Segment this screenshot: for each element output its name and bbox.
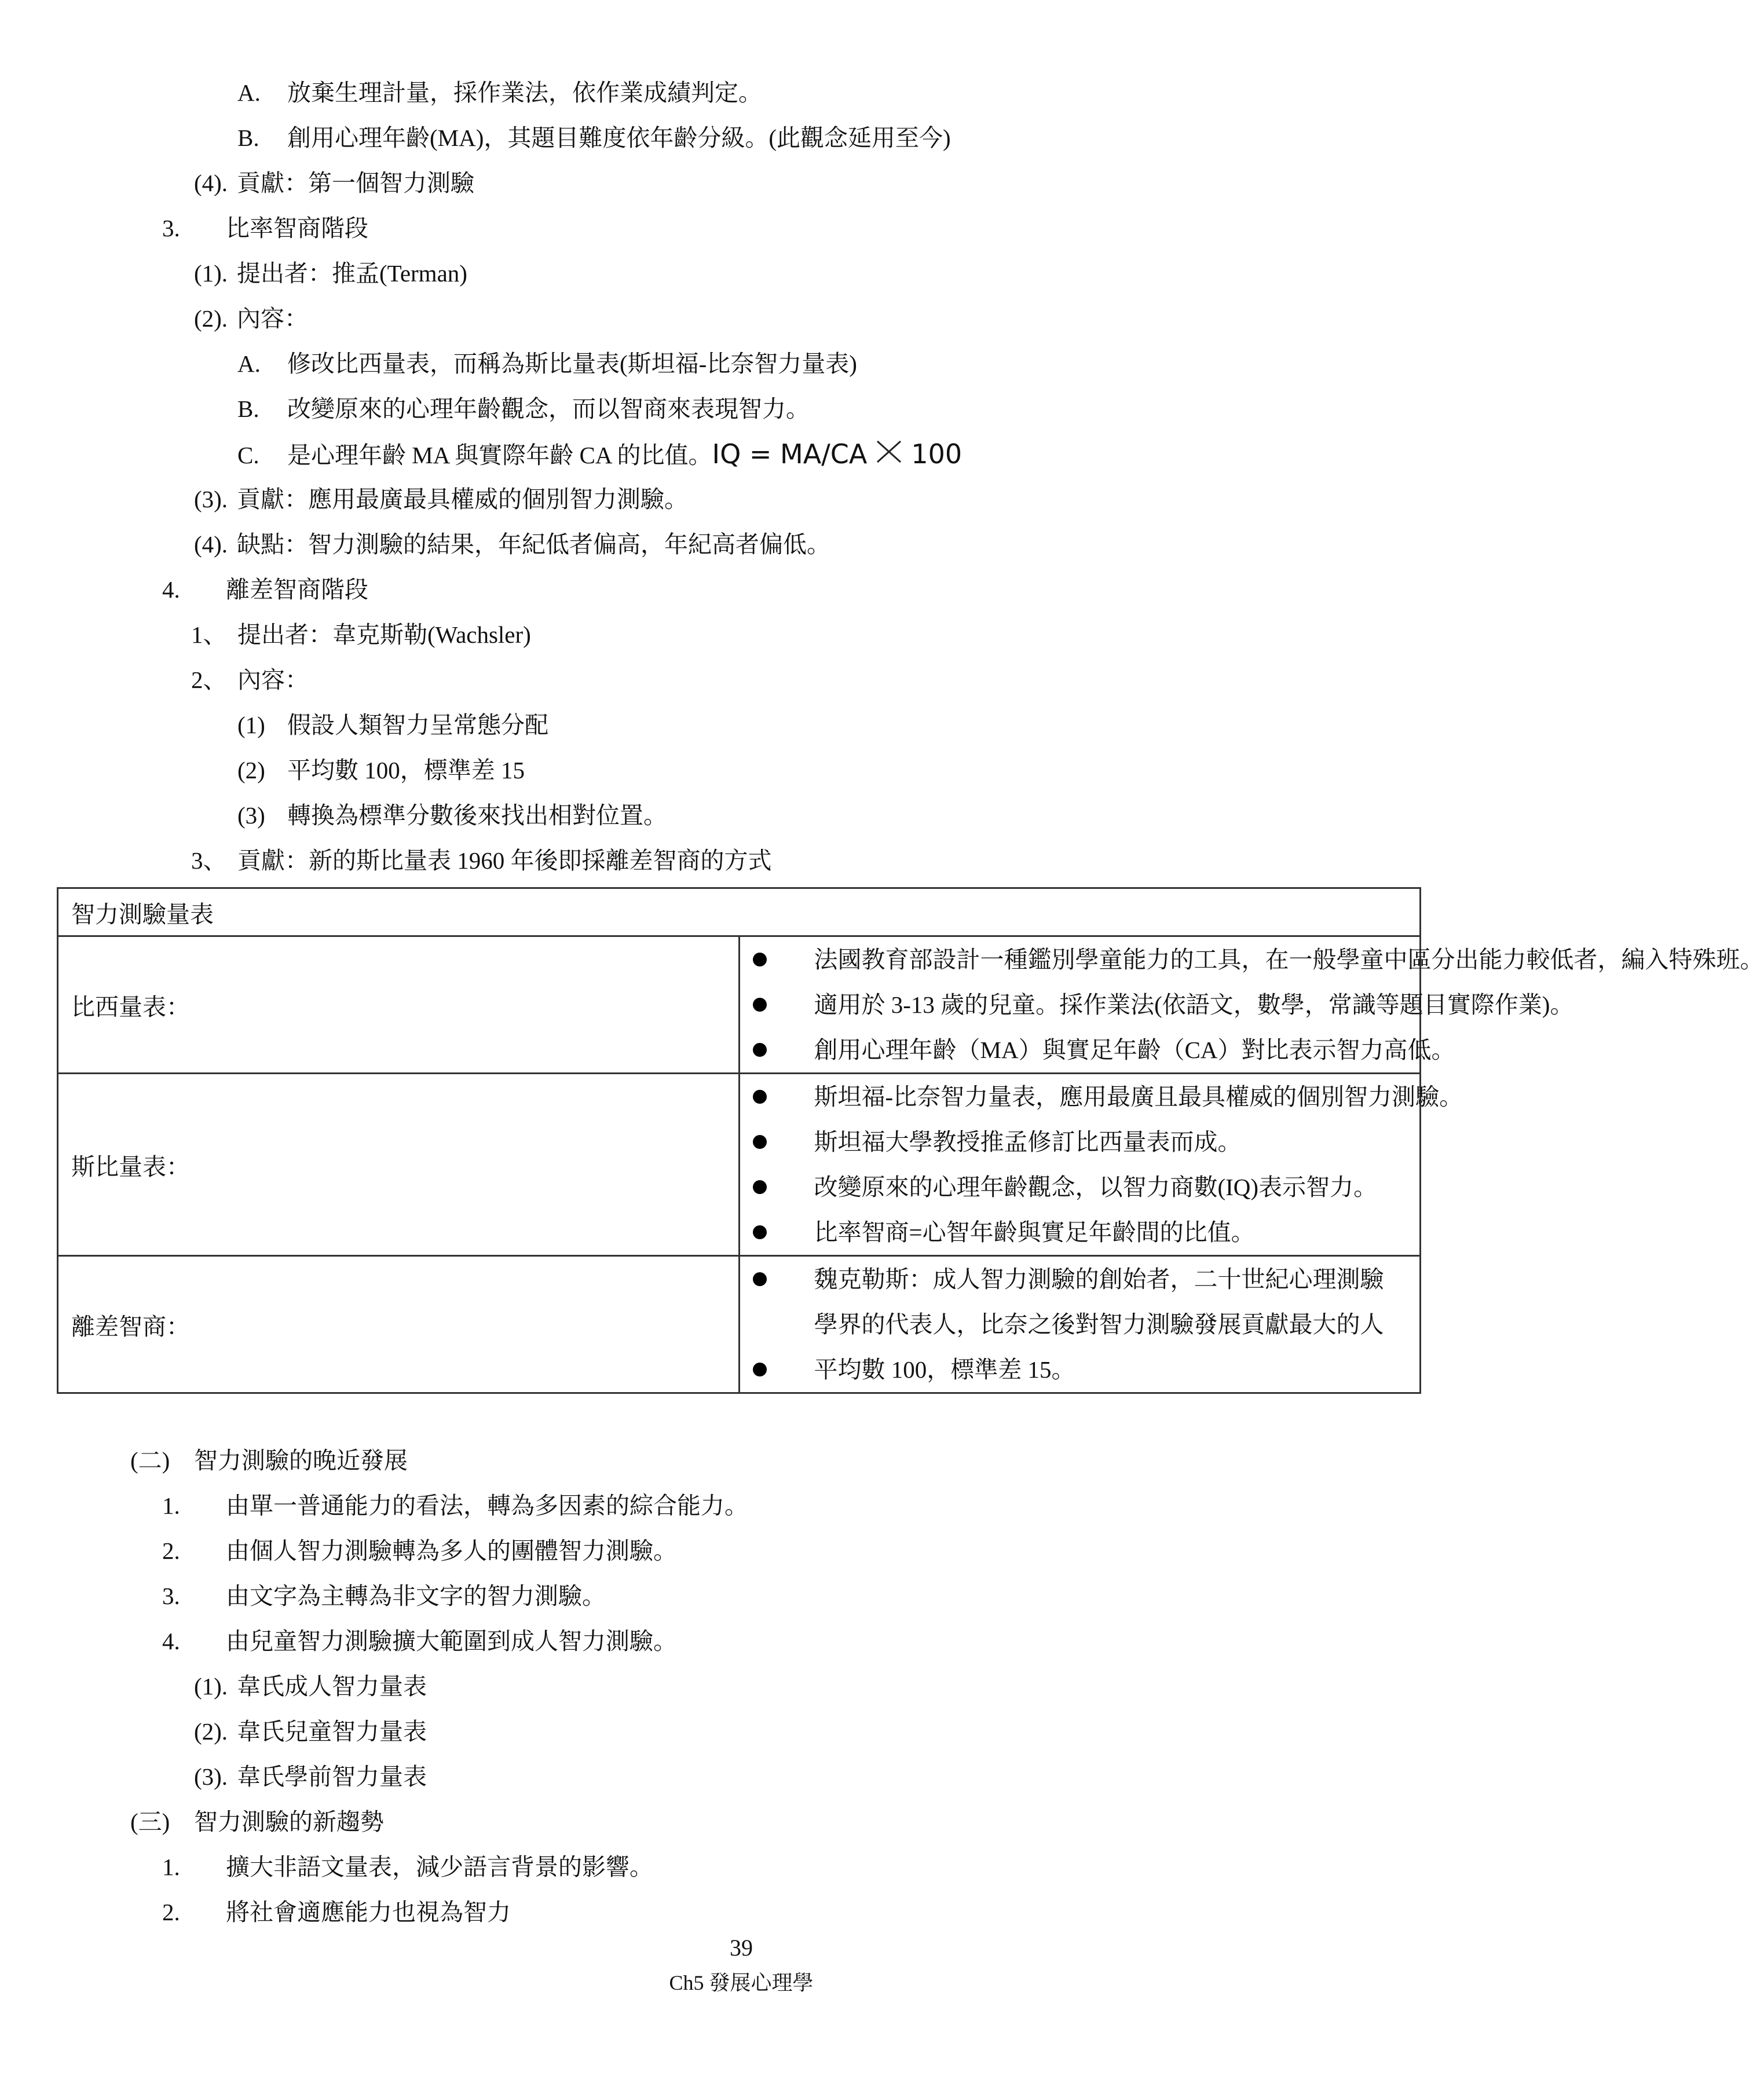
item-marker: 4. [162,1628,180,1654]
bullet-icon [753,1272,767,1286]
item-text: 由兒童智力測驗擴大範圍到成人智力測驗。 [226,1628,677,1654]
bullet-icon [753,1363,767,1376]
item-marker: C. [237,442,259,468]
item-marker: 1. [162,1854,180,1880]
item-marker: (1) [237,712,265,738]
row-category: 斯比量表： [58,1074,740,1256]
item-marker: (3) [237,802,265,829]
table-row [58,1256,1421,1393]
item-text: 貢獻：新的斯比量表 1960 年後即採離差智商的方式 [237,847,772,874]
list-item [162,1489,748,1522]
item-marker: 4. [162,576,180,603]
item-marker: (4). [194,170,228,196]
item-marker: (1). [194,260,228,287]
list-item [194,1760,427,1793]
item-marker: (3). [194,1763,228,1790]
item-marker: (1). [194,1673,228,1700]
bullet-text: 魏克勒斯：成人智力測驗的創始者，二十世紀心理測驗學界的代表人，比奈之後對智力測驗發展貢獻最大的人 [814,1266,1384,1338]
item-text: 平均數 100，標準差 15 [287,757,525,783]
bullet-icon [753,1180,767,1194]
item-marker: 2. [162,1537,180,1564]
iq-formula: IQ = MA/CA [712,438,868,470]
row-category: 離差智商： [58,1256,740,1393]
list-item [191,844,772,877]
item-marker: (2). [194,305,228,332]
table-row [58,1074,1421,1256]
item-text: 提出者：韋克斯勒(Wachsler) [237,621,531,648]
bullet-text: 法國教育部設計一種鑑別學童能力的工具，在一般學童中區分出能力較低者，編入特殊班。 [814,946,1764,973]
row-items [739,1256,1421,1393]
bullet-text: 斯坦福-比奈智力量表，應用最廣且最具權威的個別智力測驗。 [814,1083,1463,1110]
bullet-text: 平均數 100，標準差 15。 [814,1356,1075,1383]
item-marker: 3. [162,215,180,241]
row-items [739,1074,1463,1256]
list-item [130,1806,384,1838]
bullet-item [740,1347,1420,1392]
item-text: 放棄生理計量，採作業法，依作業成績判定。 [287,79,762,106]
item-text: 修改比西量表，而稱為斯比量表(斯坦福-比奈智力量表) [287,350,857,377]
list-item [194,302,308,335]
item-marker: 3、 [191,847,227,874]
item-text: 離差智商階段 [226,576,368,603]
item-marker: 1. [162,1492,180,1519]
bullet-text: 比率智商=心智年齡與實足年齡間的比值。 [814,1219,1255,1246]
item-marker: 3. [162,1583,180,1609]
item-text: 由文字為主轉為非文字的智力測驗。 [226,1583,606,1609]
item-marker: A. [237,79,261,106]
bullet-icon [753,1090,767,1104]
bullet-icon [753,998,767,1012]
list-item [130,1444,408,1477]
bullet-item [740,937,1764,982]
item-text: 比率智商階段 [226,215,368,241]
item-marker: (4). [194,531,228,558]
bullet-icon [753,1043,767,1057]
bullet-text: 適用於 3-13 歲的兒童。採作業法(依語文，數學，常識等題目實際作業)。 [814,991,1574,1018]
item-text: 由個人智力測驗轉為多人的團體智力測驗。 [226,1537,677,1564]
list-item [237,754,525,786]
list-item [162,1535,677,1567]
page-number: 39 [730,1935,753,1961]
list-item [191,664,309,696]
multiply-icon [875,439,903,471]
bullet-icon [753,953,767,966]
chapter-title: Ch5 發展心理學 [669,1971,814,1994]
item-text: 貢獻：應用最廣最具權威的個別智力測驗。 [237,486,688,512]
item-marker: (三) [130,1808,170,1835]
list-item [194,483,688,515]
list-item [162,573,368,606]
list-item [237,76,762,109]
item-text: 將社會適應能力也視為智力 [226,1899,511,1925]
item-marker: B. [237,125,259,151]
bullet-item [740,1027,1455,1072]
bullet-item [740,1210,1420,1255]
item-marker: (2). [194,1718,228,1745]
item-text: 由單一普通能力的看法，轉為多因素的綜合能力。 [226,1492,748,1519]
item-marker: 1、 [191,621,227,648]
row-category: 比西量表： [58,936,740,1074]
item-text: 缺點：智力測驗的結果，年紀低者偏高，年紀高者偏低。 [237,531,830,558]
table-header: 智力測驗量表 [58,888,1421,936]
item-marker: (二) [130,1447,170,1474]
intelligence-test-table [57,887,1764,1394]
list-item [162,1851,653,1883]
item-text: 韋氏學前智力量表 [237,1763,427,1790]
bullet-text: 改變原來的心理年齡觀念，以智力商數(IQ)表示智力。 [814,1174,1378,1200]
item-text: 是心理年齡 MA 與實際年齡 CA 的比值。 [287,442,712,468]
list-item [194,528,830,561]
list-item [162,212,368,244]
item-text: 智力測驗的新趨勢 [194,1808,384,1835]
list-item [194,1670,427,1702]
bullet-text: 創用心理年齡（MA）與實足年齡（CA）對比表示智力高低。 [814,1037,1455,1063]
item-text: 智力測驗的晚近發展 [194,1447,408,1474]
item-text: 貢獻：第一個智力測驗 [237,170,474,196]
list-item [194,167,474,199]
item-text: 假設人類智力呈常態分配 [287,712,548,738]
item-marker: B. [237,396,259,422]
bullet-item [740,1257,1420,1347]
iq-multiplier: 100 [911,438,962,470]
list-item [191,618,531,651]
item-text: 改變原來的心理年齡觀念，而以智商來表現智力。 [287,396,810,422]
bullet-text: 斯坦福大學教授推孟修訂比西量表而成。 [814,1129,1242,1155]
list-item [194,1715,427,1748]
bullet-icon [753,1135,767,1149]
list-item [237,122,951,154]
item-text: 內容： [237,305,308,332]
item-text: 韋氏成人智力量表 [237,1673,427,1700]
bullet-item [740,1119,1420,1165]
item-marker: 2、 [191,667,227,693]
row-items [739,936,1764,1074]
item-text: 內容： [237,667,309,693]
item-marker: (3). [194,486,228,512]
item-marker: 2. [162,1899,180,1925]
bullet-item [740,1165,1420,1210]
item-text: 轉換為標準分數後來找出相對位置。 [287,802,667,829]
list-item [237,799,667,832]
list-item [237,393,810,425]
list-item [162,1625,677,1657]
bullet-icon [753,1225,767,1239]
list-item [162,1580,606,1612]
table-row [58,936,1421,1074]
item-marker: (2) [237,757,265,783]
list-item [237,438,962,471]
bullet-item [740,1074,1463,1119]
list-item [237,347,857,380]
item-text: 韋氏兒童智力量表 [237,1718,427,1745]
item-text: 創用心理年齡(MA)，其題目難度依年齡分級。(此觀念延用至今) [287,125,951,151]
item-text: 擴大非語文量表，減少語言背景的影響。 [226,1854,653,1880]
list-item [237,709,548,741]
list-item [162,1896,511,1928]
bullet-item [740,982,1574,1027]
list-item [194,257,467,290]
item-text: 提出者：推孟(Terman) [237,260,467,287]
item-marker: A. [237,350,261,377]
